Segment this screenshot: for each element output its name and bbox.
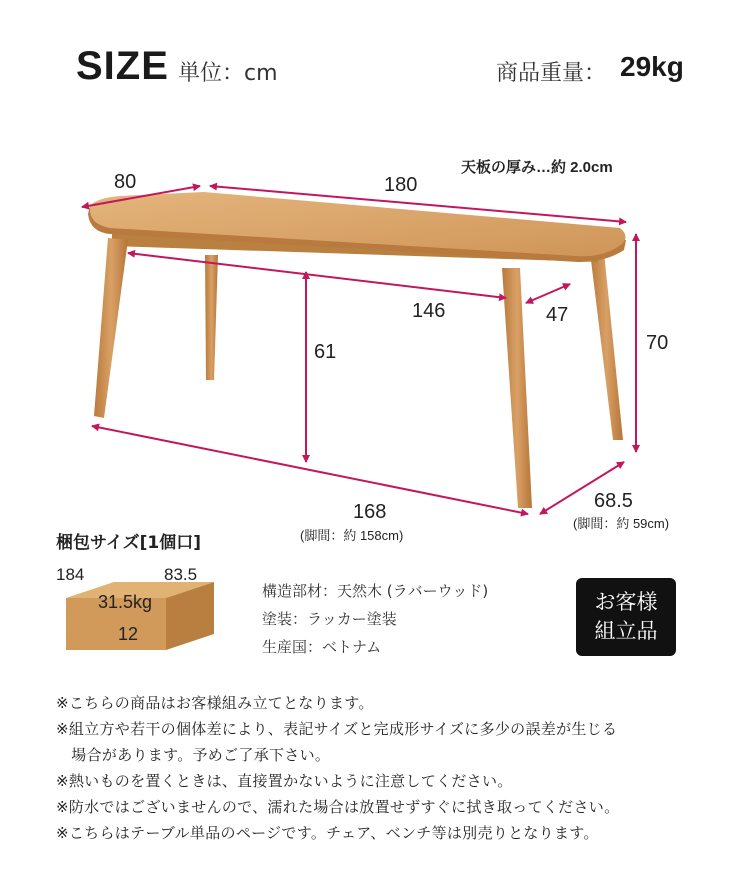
spec-origin: 生産国：ベトナム xyxy=(262,638,382,656)
packing-box-illustration xyxy=(56,560,256,656)
note-1: ※こちらの商品はお客様組み立てとなります。 xyxy=(56,694,374,712)
note-4: ※防水ではございませんので、濡れた場合は放置せずすぐに拭き取ってください。 xyxy=(56,798,620,816)
customer-assembly-badge xyxy=(576,578,676,656)
note-5: ※こちらはテーブル単品のページです。チェア、ベンチ等は別売りとなります。 xyxy=(56,824,599,842)
spec-material: 構造部材：天然木 (ラバーウッド) xyxy=(262,582,489,600)
packing-height: 12 xyxy=(118,624,139,644)
leg-span-depth-label: 68.5 xyxy=(594,490,633,512)
packing-width: 184 xyxy=(56,565,85,584)
unit-label: 単位：cm xyxy=(178,61,278,86)
note-3: ※熱いものを置くときは、直接置かないように注意してください。 xyxy=(56,772,513,790)
underframe-height-label: 61 xyxy=(314,341,337,363)
note-2-continued: 場合があります。予めご了承下さい。 xyxy=(56,746,331,764)
leg-span-depth-note: (脚間：約 59cm) xyxy=(573,516,670,531)
front-right-leg xyxy=(502,268,532,508)
packing-depth: 83.5 xyxy=(164,565,198,584)
inner-depth-label: 47 xyxy=(546,304,569,326)
leg-span-width-label: 168 xyxy=(353,501,387,523)
weight-label: 商品重量： xyxy=(496,61,607,86)
front-left-leg xyxy=(94,238,128,418)
packing-title: 梱包サイズ[1個口] xyxy=(56,533,202,553)
inner-depth-arrow xyxy=(526,284,570,303)
leg-span-width-note: (脚間：約 158cm) xyxy=(300,528,404,543)
inner-width-label: 146 xyxy=(412,300,446,322)
badge-line-2: 組立品 xyxy=(594,619,658,643)
height-label: 70 xyxy=(646,332,669,354)
spec-finish: 塗装：ラッカー塗装 xyxy=(262,610,397,628)
packing-weight: 31.5kg xyxy=(98,592,153,612)
leg-span-width-arrow xyxy=(92,426,528,514)
page-title: SIZE xyxy=(76,44,169,88)
back-right-leg xyxy=(590,252,623,440)
thickness-label: 天板の厚み…約 2.0cm xyxy=(461,159,613,176)
depth-label: 80 xyxy=(114,171,137,193)
back-left-leg xyxy=(205,255,218,380)
badge-line-1: お客様 xyxy=(594,590,658,614)
inner-width-arrow xyxy=(128,253,506,298)
note-2: ※組立方や若干の個体差により、表記サイズと完成形サイズに多少の誤差が生じる xyxy=(56,720,618,738)
width-label: 180 xyxy=(384,174,418,196)
weight-value: 29kg xyxy=(620,51,684,82)
